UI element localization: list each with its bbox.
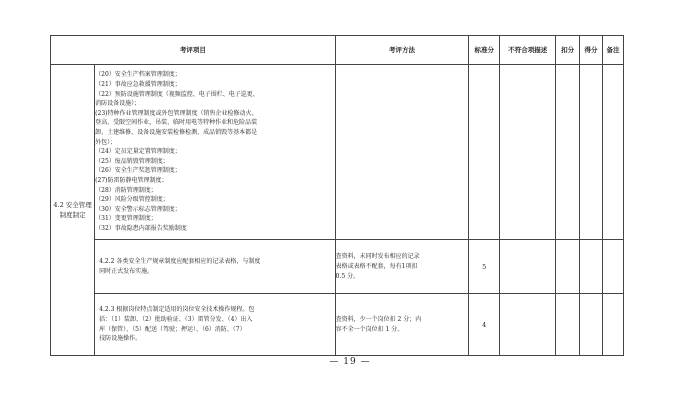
method-text-line: 表格或表格不配套，每有1项扣 (335, 262, 418, 270)
table-row (51, 294, 624, 356)
nonconform-cell (500, 294, 556, 356)
item-text-line: 外包）； (95, 138, 117, 146)
gain-cell (579, 240, 602, 294)
gain-cell (579, 294, 602, 356)
table-header-row (51, 36, 624, 65)
method-text-line: 查资料，未同时发布相应的记录 (335, 252, 420, 260)
item-cell (95, 65, 335, 240)
item-text-line: （25）废品销毁管理制度； (95, 157, 169, 165)
item-text-line: 4.2.2 各类安全生产规章制度应配套相应的记录表格，与制度 (99, 257, 261, 265)
header-nonconform: 不符合项描述 (500, 36, 556, 65)
item-text-line: 库（保管）、（5）配送（驾驶；押运）、（6）消防、（7） (99, 325, 246, 333)
method-text-line: 查资料，少一个岗位扣 2 分；内 (335, 315, 422, 323)
remark-cell (603, 65, 624, 240)
remark-cell (603, 294, 624, 356)
method-text-line: 0.5 分。 (335, 272, 360, 280)
score-cell: 4 (469, 294, 500, 356)
method-text-line: 容不全一个岗位扣 1 分。 (335, 325, 404, 333)
evaluation-table (50, 35, 624, 356)
header-remark: 备注 (603, 36, 624, 65)
deduct-cell (556, 65, 579, 240)
item-text-line: 登高、受限空间作业，吊装、临时用电等特种作业和危险品装 (95, 119, 258, 127)
item-text-line: 括：（1）装卸、（2）批助验证、（3）雷管分发、（4）出入 (99, 315, 253, 323)
score-cell (469, 65, 500, 240)
category-cell: 4.2 安全管理制度制定 (51, 65, 95, 356)
method-cell (335, 240, 469, 294)
item-text-line: （32）事故隐患内部报告奖励制度 (95, 224, 187, 232)
header-standard-score: 标准分 (469, 36, 500, 65)
deduct-cell (556, 240, 579, 294)
item-text-line: （31）变更管理制度； (95, 215, 157, 223)
item-text-line: （30）安全警示标志管理制度； (95, 205, 181, 213)
header-gain: 得分 (579, 36, 602, 65)
table-row (51, 65, 624, 240)
item-text-line: (23)特种作业管理制度或外包管理制度（销售企业检修动火、 (95, 109, 258, 117)
method-cell (335, 294, 469, 356)
item-text-line: 卸、土建维修、设备设施安装检修检测、成品销毁等基本都是 (95, 129, 258, 137)
header-deduct: 扣分 (556, 36, 579, 65)
item-text-line: （29）风险分级管控制度； (95, 196, 169, 204)
nonconform-cell (500, 65, 556, 240)
header-method: 考评方法 (335, 36, 469, 65)
item-text-line: （28）消防管理制度； (95, 186, 157, 194)
page-number: — 19 — (329, 357, 371, 367)
item-cell (95, 294, 335, 356)
item-text-line: （20）安全生产档案管理制度； (95, 71, 181, 79)
nonconform-cell (500, 240, 556, 294)
method-cell (335, 65, 469, 240)
item-cell (95, 240, 335, 294)
score-cell: 5 (469, 240, 500, 294)
item-text-line: (27)防雷防静电管理制度； (95, 176, 168, 184)
table-row (51, 240, 624, 294)
item-text-line: 4.2.3 根据岗位特点制定适用的岗位安全技术操作规程。包 (99, 306, 255, 314)
item-text-line: （22）预防设施管理制度（视频监控、电子围栏、电子巡更、 (95, 90, 259, 98)
item-text-line: 技防设施操作。 (99, 335, 142, 343)
item-text-line: （24）定员定量定置管理制度； (95, 148, 181, 156)
gain-cell (579, 65, 602, 240)
item-text-line: （26）安全生产奖惩管理制度； (95, 167, 181, 175)
deduct-cell (556, 294, 579, 356)
remark-cell (603, 240, 624, 294)
item-text-line: 同时正式发布实施。 (99, 267, 154, 275)
header-item: 考评项目 (51, 36, 336, 65)
item-text-line: （21）事故应急救援管理制度； (95, 81, 181, 89)
item-text-line: 消防设备设施）； (95, 100, 141, 108)
